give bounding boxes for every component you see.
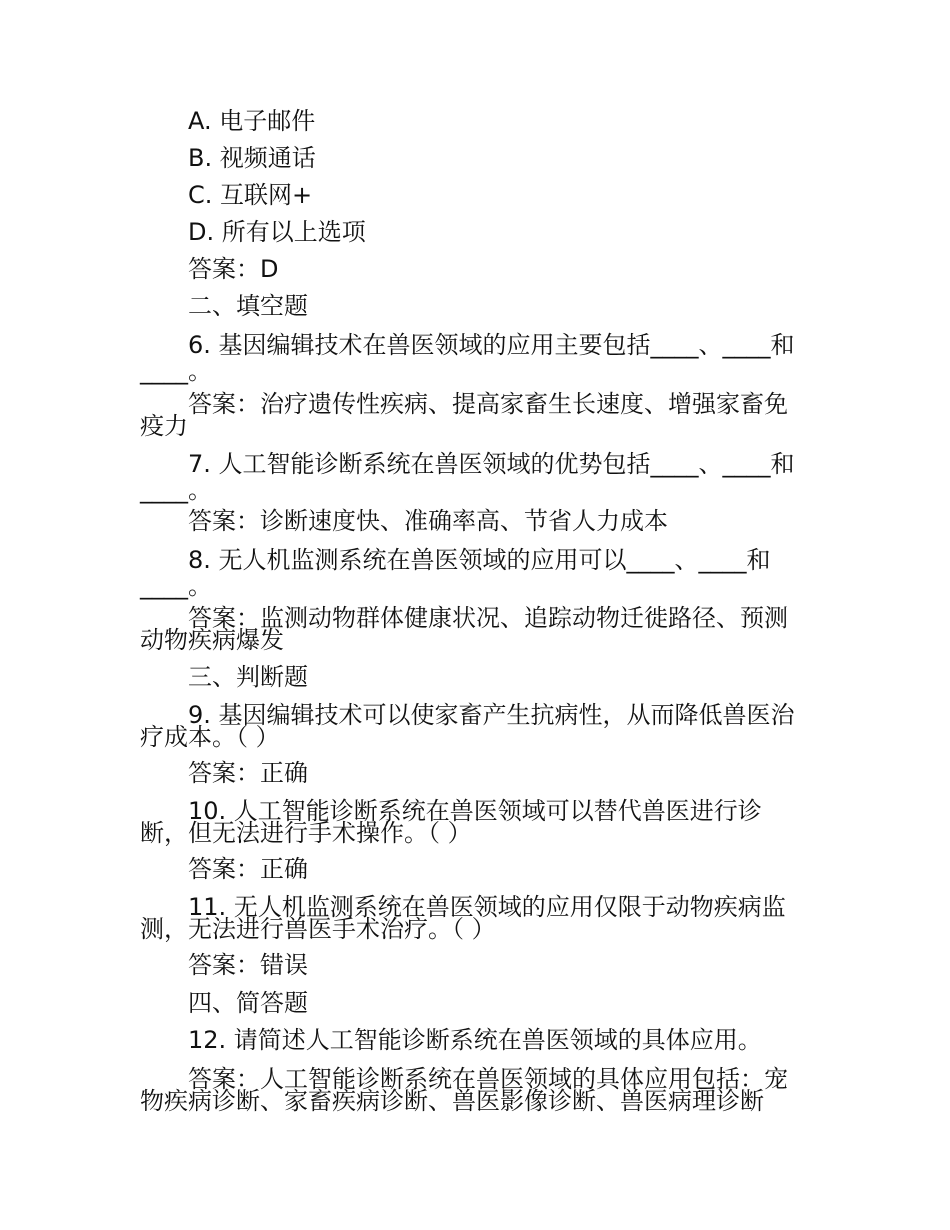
question-10-continued: 断，但无法进行手术操作。（ ） — [140, 819, 472, 847]
answer-10: 答案：正确 — [188, 855, 308, 883]
question-10: 10. 人工智能诊断系统在兽医领域可以替代兽医进行诊 — [188, 797, 762, 825]
answer-11: 答案：错误 — [188, 951, 308, 979]
section-heading-true-false: 三、判断题 — [188, 663, 308, 691]
answer-7: 答案：诊断速度快、准确率高、节省人力成本 — [188, 507, 668, 535]
question-11: 11. 无人机监测系统在兽医领域的应用仅限于动物疾病监 — [188, 893, 786, 921]
answer-8: 答案：监测动物群体健康状况、追踪动物迁徙路径、预测 — [188, 604, 788, 632]
question-6: 6. 基因编辑技术在兽医领域的应用主要包括____、____和 — [188, 331, 795, 359]
answer-9: 答案：正确 — [188, 759, 308, 787]
option-b: B. 视频通话 — [188, 144, 316, 172]
question-12: 12. 请简述人工智能诊断系统在兽医领域的具体应用。 — [188, 1026, 762, 1054]
answer-6: 答案：治疗遗传性疾病、提高家畜生长速度、增强家畜免 — [188, 390, 788, 418]
answer-8-continued: 动物疾病爆发 — [140, 626, 284, 654]
question-9-continued: 疗成本。（ ） — [140, 723, 280, 751]
answer-12-continued: 物疾病诊断、家畜疾病诊断、兽医影像诊断、兽医病理诊断 — [140, 1087, 764, 1115]
question-6-continued: ____。 — [140, 357, 212, 385]
section-heading-fill-in: 二、填空题 — [188, 292, 308, 320]
section-heading-short-answer: 四、简答题 — [188, 989, 308, 1017]
answer-6-continued: 疫力 — [140, 412, 188, 440]
option-d: D. 所有以上选项 — [188, 218, 366, 246]
question-7: 7. 人工智能诊断系统在兽医领域的优势包括____、____和 — [188, 450, 795, 478]
question-8: 8. 无人机监测系统在兽医领域的应用可以____、____和 — [188, 546, 771, 574]
question-9: 9. 基因编辑技术可以使家畜产生抗病性，从而降低兽医治 — [188, 701, 795, 729]
question-7-continued: ____。 — [140, 476, 212, 504]
option-a: A. 电子邮件 — [188, 107, 316, 135]
question-11-continued: 测，无法进行兽医手术治疗。（ ） — [140, 915, 496, 943]
answer-5: 答案：D — [188, 255, 279, 283]
answer-12: 答案：人工智能诊断系统在兽医领域的具体应用包括：宠 — [188, 1065, 788, 1093]
option-c: C. 互联网+ — [188, 181, 313, 209]
question-8-continued: ____。 — [140, 572, 212, 600]
